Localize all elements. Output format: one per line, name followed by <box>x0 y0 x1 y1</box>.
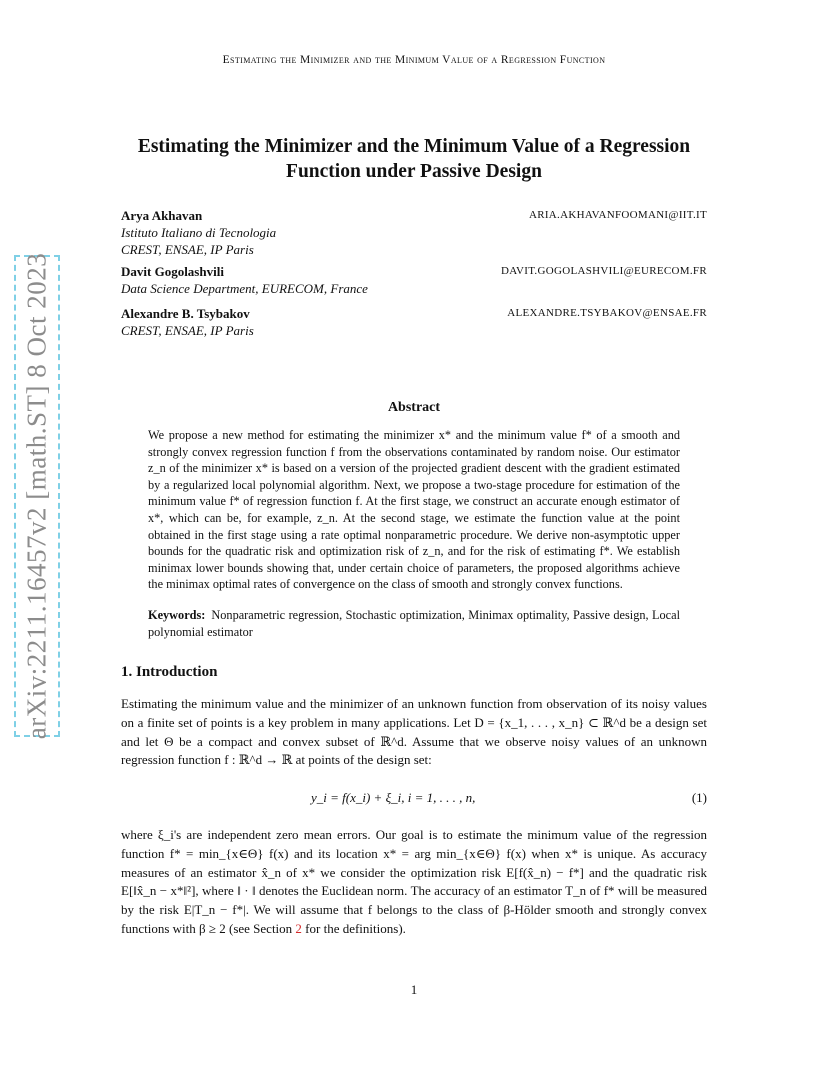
keywords-text: Nonparametric regression, Stochastic optimization, Minimax optimality, Passive design, Local polynomial estimator <box>148 608 680 639</box>
author-affiliation: CREST, ENSAE, IP Paris <box>121 242 254 257</box>
arxiv-stamp-text: arXiv:2211.16457v2 [math.ST] 8 Oct 2023 <box>21 252 52 740</box>
author-affiliation: Istituto Italiano di Tecnologia <box>121 225 277 240</box>
author-block-2 <box>121 263 707 297</box>
author-block-3 <box>121 305 707 339</box>
section-reference-link[interactable]: 2 <box>295 920 302 936</box>
author-block-1 <box>121 207 707 258</box>
author-email[interactable]: ALEXANDRE.TSYBAKOV@ENSAE.FR <box>507 307 707 319</box>
author-email[interactable]: DAVIT.GOGOLASHVILI@EURECOM.FR <box>500 265 707 277</box>
arxiv-stamp[interactable] <box>14 252 60 740</box>
intro-paragraph-1: Estimating the minimum value and the minimizer of an unknown function from observation of its noisy values on a finite set of points is a key problem in many applications. Let D = {x_1, . . . , x_n} ⊂ ℝ^d be a design set and let Θ be a compact and convex subset of ℝ^d. Assume that we observe noisy values of an unknown regression function f : ℝ^d → ℝ at points of the design set: <box>121 696 707 768</box>
running-head: Estimating the Minimizer and the Minimum Value of a Regression Function <box>222 54 606 66</box>
intro-paragraph-2-text: where ξ_i's are independent zero mean errors. Our goal is to estimate the minimum value of the regression function f* = min_{x∈Θ} f(x) and its location x* = arg min_{x∈Θ} f(x) when x* is unique. As accuracy measures of an estimator x̂_n of x* we consider the optimization risk E[f(x̂_n) − f*] and the quadratic risk E[‖x̂_n − x*‖²], where ‖ · ‖ denotes the Euclidean norm. The accuracy of an estimator T_n of f* will be measured by the risk E|T_n − f*|. We will assume that f belongs to the class of β-Hölder smooth and strongly convex functions with β ≥ 2 (see Section <box>121 827 707 936</box>
abstract-heading: Abstract <box>387 400 441 415</box>
abstract-text: We propose a new method for estimating the minimizer x* and the minimum value f* of a smooth and strongly convex regression function f from the observations contaminated by random noise. Our estimator z_n of the minimizer x* is based on a version of the projected gradient descent with the gradient estimated by a regularized local polynomial algorithm. Next, we propose a two-stage procedure for estimation of the minimum value f* of regression function f. At the first stage, we construct an accurate enough estimator of x*, which can be, for example, z_n. At the second stage, we estimate the function value at the point obtained in the first stage using a rate optimal nonparametric procedure. We derive non-asymptotic upper bounds for the quadratic risk and optimization risk of z_n, and for the risk of estimating f*. We establish minimax lower bounds showing that, under certain choice of parameters, the proposed algorithms achieve the minimax optimal rates of convergence on the class of smooth and strongly convex functions. <box>148 428 680 592</box>
author-name: Davit Gogolashvili <box>121 264 224 279</box>
author-email[interactable]: ARIA.AKHAVANFOOMANI@IIT.IT <box>528 209 707 221</box>
keywords <box>148 607 680 640</box>
author-name: Arya Akhavan <box>121 208 203 223</box>
section-heading-introduction: 1. Introduction <box>121 664 218 680</box>
author-name: Alexandre B. Tsybakov <box>121 306 250 321</box>
author-affiliation: CREST, ENSAE, IP Paris <box>121 323 254 338</box>
intro-paragraph-2 <box>121 826 707 939</box>
intro-paragraph-2-tail: for the definitions). <box>301 920 406 936</box>
paper-title: Estimating the Minimizer and the Minimum Value of a Regression Function under Passive Design <box>137 136 691 182</box>
page-number: 1 <box>410 982 418 997</box>
equation-body: y_i = f(x_i) + ξ_i, i = 1, . . . , n, <box>311 790 476 805</box>
keywords-label: Keywords: <box>148 608 206 622</box>
equation-number: (1) <box>691 790 707 805</box>
author-affiliation: Data Science Department, EURECOM, France <box>121 281 368 296</box>
